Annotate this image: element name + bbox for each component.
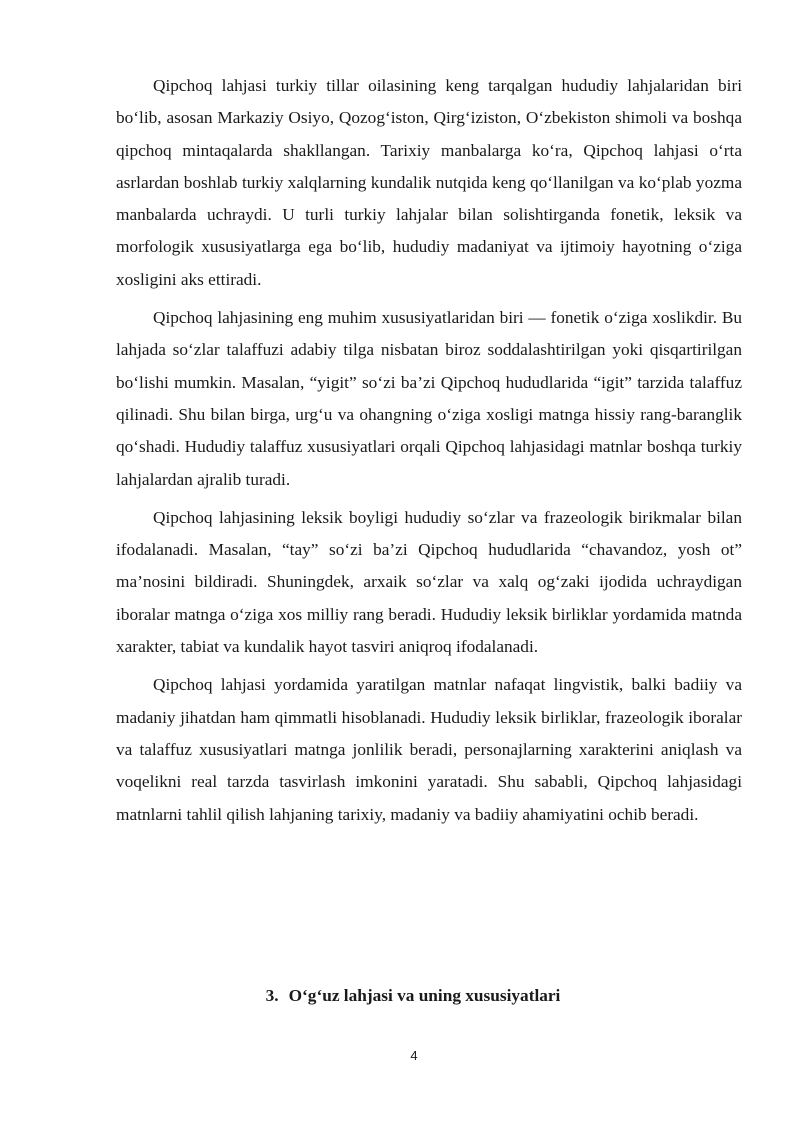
paragraph-lexical-features: Qipchoq lahjasining leksik boyligi hududiy so‘zlar va frazeologik birikmalar bilan ifodalanadi. Masalan, “tay” so‘zi ba’zi Qipchoq hududlarida “chavandoz, yosh ot” ma’nosini bildiradi. Shuningdek, arxaik so‘zlar va xalq og‘zaki ijodida uchraydigan iboralar matnga o‘ziga xos milliy rang beradi. Hududiy leksik birliklar yordamida matnda xarakter, tabiat va kundalik hayot tasviri aniqroq ifodalanadi. <box>116 507 742 657</box>
section-heading <box>0 984 800 1008</box>
paragraph-qipchoq-overview: Qipchoq lahjasi turkiy tillar oilasining keng tarqalgan hududiy lahjalaridan biri bo‘lib, asosan Markaziy Osiyo, Qozog‘iston, Qirg‘iziston, O‘zbekiston shimoli va boshqa qipchoq mintaqalarda shakllangan. Tarixiy manbalarga ko‘ra, Qipchoq lahjasi o‘rta asrlardan boshlab turkiy xalqlarning kundalik nutqida keng qo‘llanilgan va ko‘plab yozma manbalarda uchraydi. U turli turkiy lahjalar bilan solishtirganda fonetik, leksik va morfologik xususiyatlarga ega bo‘lib, hududiy madaniyat va ijtimoiy hayotning o‘ziga xosligini aks ettiradi. <box>116 76 742 289</box>
page-number: 4 <box>410 1048 418 1063</box>
paragraph-phonetic-features: Qipchoq lahjasining eng muhim xususiyatlaridan biri — fonetik o‘ziga xoslikdir. Bu lahjada so‘zlar talaffuzi adabiy tilga nisbatan biroz soddalashtirilgan yoki qisqartirilgan bo‘lishi mumkin. Masalan, “yigit” so‘zi ba’zi Qipchoq hududlarida “igit” tarzida talaffuz qilinadi. Shu bilan birga, urg‘u va ohangning o‘ziga xosligi matnga hissiy rang-baranglik qo‘shadi. Hududiy talaffuz xususiyatlari orqali Qipchoq lahjasidagi matnlar boshqa turkiy lahjalardan ajralib turadi. <box>116 308 742 489</box>
section-title: O‘g‘uz lahjasi va uning xususiyatlari <box>288 986 561 1005</box>
body-text <box>116 70 742 837</box>
paragraph-significance: Qipchoq lahjasi yordamida yaratilgan matnlar nafaqat lingvistik, balki badiiy va madaniy jihatdan ham qimmatli hisoblanadi. Hududiy leksik birliklar, frazeologik iboralar va talaffuz xususiyatlari matnga jonlilik beradi, personajlarning xarakterini aniqlash va voqelikni real tarzda tasvirlash imkonini yaratadi. Shu sababli, Qipchoq lahjasidagi matnlarni tahlil qilish lahjaning tarixiy, madaniy va badiiy ahamiyatini ochib beradi. <box>116 675 742 824</box>
section-number: 3. <box>265 986 279 1005</box>
